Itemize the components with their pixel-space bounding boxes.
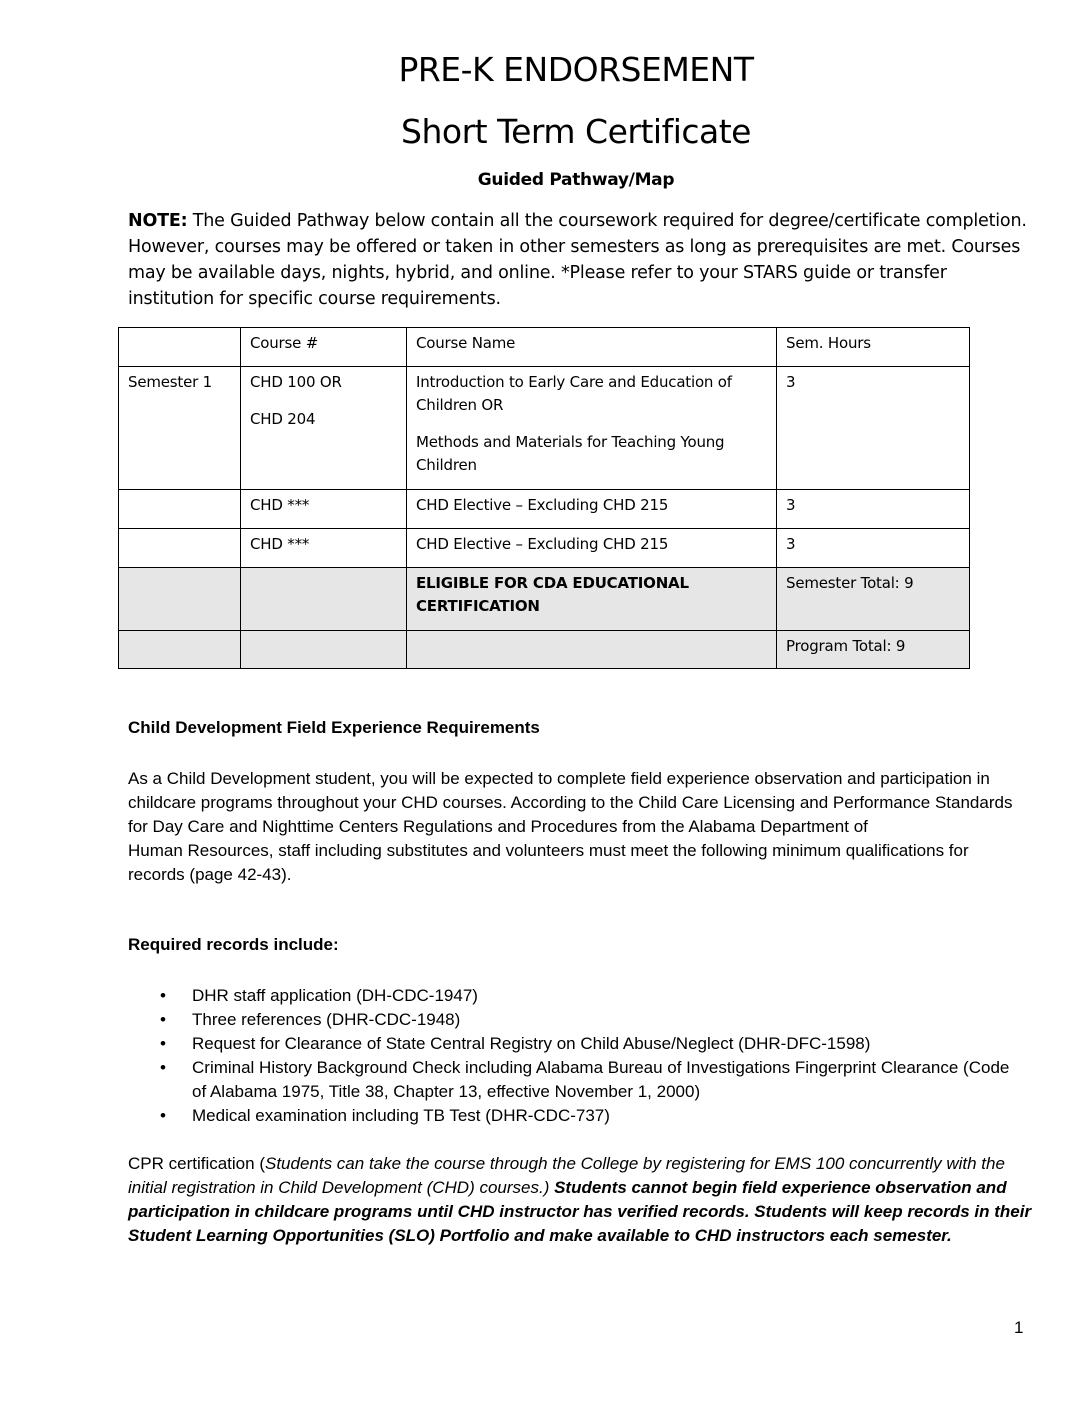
hours-cell: 3 — [777, 529, 970, 568]
paragraph-part-2: Human Resources, staff including substitutes and volunteers must meet the following minimum qualifications for records (page 42-43). — [128, 841, 969, 884]
cpr-intro: CPR certification ( — [128, 1154, 265, 1173]
bullet-icon: • — [160, 1106, 166, 1125]
section-heading: Guided Pathway/Map — [477, 170, 675, 190]
course-number-cell — [241, 367, 407, 490]
note-label: NOTE: — [128, 211, 188, 231]
bullet-icon: • — [160, 1010, 166, 1029]
semester-cell — [119, 490, 241, 529]
page-title: PRE-K ENDORSEMENT — [398, 50, 754, 89]
list-item: • DHR staff application (DH-CDC-1947) — [128, 984, 1028, 1008]
page-subtitle: Short Term Certificate — [401, 112, 751, 151]
header-cell: Course Name — [407, 328, 777, 367]
course-name: Methods and Materials for Teaching Young Children — [416, 433, 725, 474]
table-header-row — [119, 328, 970, 367]
course-name-cell: CHD Elective – Excluding CHD 215 — [407, 529, 777, 568]
program-total: Program Total: 9 — [777, 631, 970, 669]
required-records-list — [128, 984, 1028, 1128]
hours-cell: 3 — [777, 490, 970, 529]
required-records-heading: Required records include: — [128, 935, 339, 954]
field-experience-paragraph — [128, 767, 1028, 887]
course-name: Introduction to Early Care and Education of Children OR — [416, 373, 732, 414]
cpr-italic-note: Students can take the course through the College by registering for EMS 100 concurrently with the initial registration in Child Development (CHD) courses.) — [128, 1154, 1005, 1197]
course-number-cell: CHD *** — [241, 490, 407, 529]
course-number: CHD 204 — [250, 410, 316, 428]
list-item: • Three references (DHR-CDC-1948) — [128, 1008, 1028, 1032]
semester-cell: Semester 1 — [119, 367, 241, 490]
table-row — [119, 529, 970, 568]
course-number-cell: CHD *** — [241, 529, 407, 568]
course-name-cell: CHD Elective – Excluding CHD 215 — [407, 490, 777, 529]
list-item: • Request for Clearance of State Central Registry on Child Abuse/Neglect (DHR-DFC-1598) — [128, 1032, 1028, 1056]
eligible-note: ELIGIBLE FOR CDA EDUCATIONAL CERTIFICATION — [407, 568, 777, 631]
cpr-paragraph — [128, 1152, 1038, 1248]
header-cell: Sem. Hours — [777, 328, 970, 367]
semester-total: Semester Total: 9 — [777, 568, 970, 631]
hours-cell: 3 — [777, 367, 970, 490]
note-paragraph — [128, 208, 1038, 312]
note-text: The Guided Pathway below contain all the coursework required for degree/certificate completion. However, courses may be offered or taken in other semesters as long as prerequisites are met. Courses may be available days, nights, hybrid, and online. *Please refer to your STARS guide or transfer institution for specific course requirements. — [128, 211, 1027, 309]
bullet-icon: • — [160, 1058, 166, 1077]
pathway-table — [118, 327, 970, 669]
header-cell — [119, 328, 241, 367]
list-item: • Criminal History Background Check including Alabama Bureau of Investigations Fingerprint Clearance (Code of Alabama 1975, Title 38, Chapter 13, effective November 1, 2000) — [160, 1058, 1010, 1101]
paragraph-part-1: As a Child Development student, you will be expected to complete field experience observation and participation in childcare programs throughout your CHD courses. According to the Child Care Licensing and Performance Standards for Day Care and Nighttime Centers Regulations and Procedures from the Alabama Department of — [128, 769, 1013, 836]
bullet-icon: • — [160, 1034, 166, 1053]
table-row — [119, 490, 970, 529]
course-name-cell — [407, 367, 777, 490]
course-number: CHD 100 OR — [250, 373, 342, 391]
page-number: 1 — [1014, 1318, 1024, 1337]
header-cell: Course # — [241, 328, 407, 367]
semester-total-row — [119, 568, 970, 631]
bullet-icon: • — [160, 986, 166, 1005]
table-row — [119, 367, 970, 490]
field-experience-heading: Child Development Field Experience Requirements — [128, 718, 540, 737]
list-item: • Medical examination including TB Test (DHR-CDC-737) — [128, 1104, 1028, 1128]
cpr-bold-note: Students cannot begin field experience observation and participation in childcare programs until CHD instructor has verified records. Students will keep records in their Student Learning Opportunities (SLO) Portfolio and make available to CHD instructors each semester. — [128, 1178, 1032, 1245]
semester-cell — [119, 529, 241, 568]
program-total-row — [119, 631, 970, 669]
